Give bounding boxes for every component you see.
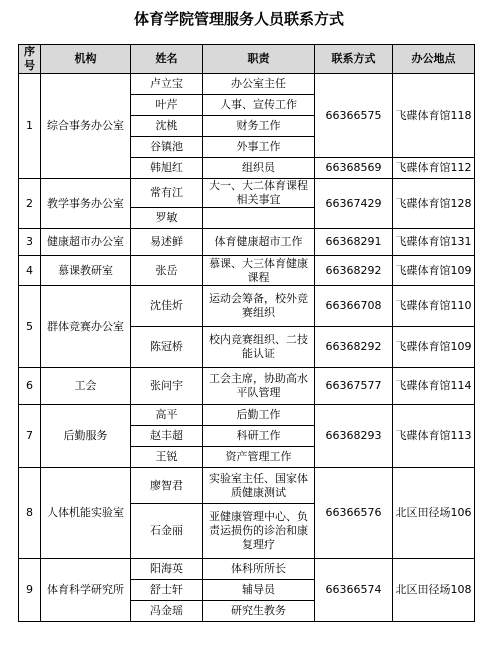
name-cell: 张岳 — [131, 256, 203, 286]
name-cell: 沈桃 — [131, 116, 203, 137]
office-cell: 飞碟体育馆109 — [393, 256, 475, 286]
org-cell: 慕课教研室 — [41, 256, 131, 286]
phone-cell: 66367577 — [315, 368, 393, 405]
seq-cell: 2 — [19, 179, 41, 229]
duty-cell: 校内竞赛组织、二技能认证 — [203, 327, 315, 368]
table-header-row — [19, 45, 475, 74]
duty-cell: 实验室主任、国家体质健康测试 — [203, 468, 315, 504]
org-cell: 健康超市办公室 — [41, 229, 131, 256]
table-row — [19, 256, 475, 286]
seq-cell: 8 — [19, 468, 41, 559]
name-cell: 张问宇 — [131, 368, 203, 405]
table-row — [19, 286, 475, 327]
phone-cell: 66366574 — [315, 559, 393, 622]
office-cell: 飞碟体育馆131 — [393, 229, 475, 256]
table-row — [19, 468, 475, 504]
org-cell: 体育科学研究所 — [41, 559, 131, 622]
phone-cell: 66368292 — [315, 256, 393, 286]
office-cell: 飞碟体育馆112 — [393, 158, 475, 179]
header-phone: 联系方式 — [315, 45, 393, 74]
seq-cell: 7 — [19, 405, 41, 468]
header-seq: 序号 — [19, 45, 41, 74]
page-title: 体育学院管理服务人员联系方式 — [133, 10, 344, 28]
header-org: 机构 — [41, 45, 131, 74]
name-cell: 叶芹 — [131, 95, 203, 116]
name-cell: 沈佳炘 — [131, 286, 203, 327]
table-row — [19, 368, 475, 405]
phone-cell: 66366576 — [315, 468, 393, 559]
seq-cell: 4 — [19, 256, 41, 286]
table-row — [19, 179, 475, 208]
table-row — [19, 229, 475, 256]
header-duty: 职责 — [203, 45, 315, 74]
seq-cell: 6 — [19, 368, 41, 405]
table-row — [19, 405, 475, 426]
name-cell: 易述鲜 — [131, 229, 203, 256]
header-name: 姓名 — [131, 45, 203, 74]
duty-cell: 大一、大二体育课程相关事宜 — [203, 179, 315, 208]
name-cell: 赵丰超 — [131, 426, 203, 447]
seq-cell: 3 — [19, 229, 41, 256]
duty-cell: 研究生教务 — [203, 601, 315, 622]
name-cell: 王锐 — [131, 447, 203, 468]
duty-cell: 辅导员 — [203, 580, 315, 601]
duty-cell: 亚健康管理中心、负责运损伤的诊治和康复理疗 — [203, 504, 315, 559]
duty-cell: 工会主席，协助高水平队管理 — [203, 368, 315, 405]
duty-cell: 后勤工作 — [203, 405, 315, 426]
duty-cell: 科研工作 — [203, 426, 315, 447]
name-cell: 罗敏 — [131, 208, 203, 229]
phone-cell: 66368292 — [315, 327, 393, 368]
name-cell: 陈冠桥 — [131, 327, 203, 368]
org-cell: 工会 — [41, 368, 131, 405]
name-cell: 石金丽 — [131, 504, 203, 559]
office-cell: 飞碟体育馆113 — [393, 405, 475, 468]
office-cell: 飞碟体育馆118 — [393, 74, 475, 158]
phone-cell: 66368569 — [315, 158, 393, 179]
duty-cell: 办公室主任 — [203, 74, 315, 95]
seq-cell: 1 — [19, 74, 41, 179]
phone-cell: 66368293 — [315, 405, 393, 468]
duty-cell: 运动会筹备，校外竞赛组织 — [203, 286, 315, 327]
phone-cell: 66368291 — [315, 229, 393, 256]
org-cell: 综合事务办公室 — [41, 74, 131, 179]
name-cell: 卢立宝 — [131, 74, 203, 95]
table-row — [19, 559, 475, 580]
name-cell: 廖智君 — [131, 468, 203, 504]
duty-cell — [203, 208, 315, 229]
office-cell: 飞碟体育馆109 — [393, 327, 475, 368]
name-cell: 冯金瑶 — [131, 601, 203, 622]
duty-cell: 资产管理工作 — [203, 447, 315, 468]
org-cell: 人体机能实验室 — [41, 468, 131, 559]
office-cell: 飞碟体育馆110 — [393, 286, 475, 327]
table-row — [19, 74, 475, 95]
duty-cell: 财务工作 — [203, 116, 315, 137]
duty-cell: 外事工作 — [203, 137, 315, 158]
name-cell: 舒士轩 — [131, 580, 203, 601]
duty-cell: 慕课、大三体育健康课程 — [203, 256, 315, 286]
header-office: 办公地点 — [393, 45, 475, 74]
duty-cell: 人事、宣传工作 — [203, 95, 315, 116]
name-cell: 阳海英 — [131, 559, 203, 580]
name-cell: 谷镇池 — [131, 137, 203, 158]
duty-cell: 体育健康超市工作 — [203, 229, 315, 256]
name-cell: 常有江 — [131, 179, 203, 208]
office-cell: 飞碟体育馆128 — [393, 179, 475, 229]
contact-table — [18, 44, 475, 622]
office-cell: 北区田径场106 — [393, 468, 475, 559]
org-cell: 群体竞赛办公室 — [41, 286, 131, 368]
phone-cell: 66366575 — [315, 74, 393, 158]
org-cell: 教学事务办公室 — [41, 179, 131, 229]
office-cell: 北区田径场108 — [393, 559, 475, 622]
seq-cell: 9 — [19, 559, 41, 622]
org-cell: 后勤服务 — [41, 405, 131, 468]
phone-cell: 66366708 — [315, 286, 393, 327]
name-cell: 韩旭红 — [131, 158, 203, 179]
office-cell: 飞碟体育馆114 — [393, 368, 475, 405]
duty-cell: 组织员 — [203, 158, 315, 179]
name-cell: 高平 — [131, 405, 203, 426]
phone-cell: 66367429 — [315, 179, 393, 229]
duty-cell: 体科所所长 — [203, 559, 315, 580]
seq-cell: 5 — [19, 286, 41, 368]
